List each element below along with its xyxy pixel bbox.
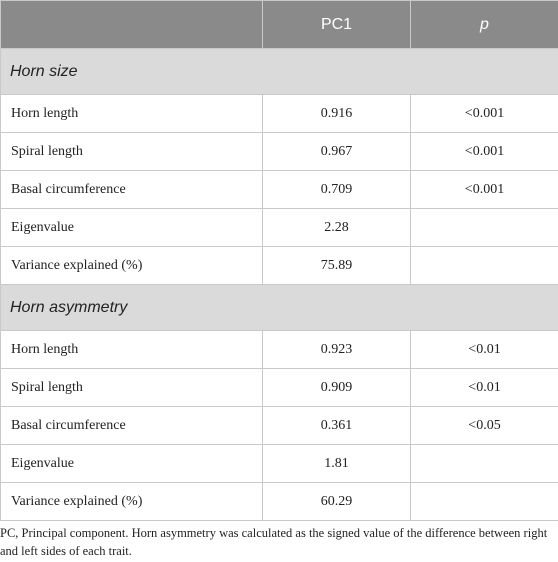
row-label: Eigenvalue (1, 209, 263, 247)
header-cell-p: p (411, 1, 558, 49)
p-value (411, 483, 558, 521)
section-title: Horn asymmetry (1, 285, 558, 331)
section-title: Horn size (1, 49, 558, 95)
pc1-value: 2.28 (263, 209, 411, 247)
section-header-horn-size (1, 49, 558, 95)
p-value: <0.01 (411, 331, 558, 369)
row-label: Horn length (1, 95, 263, 133)
pc1-value: 0.709 (263, 171, 411, 209)
p-value: <0.01 (411, 369, 558, 407)
p-value: <0.05 (411, 407, 558, 445)
p-value: <0.001 (411, 95, 558, 133)
section-header-horn-asymmetry (1, 285, 558, 331)
table-row (1, 171, 558, 209)
pc1-value: 60.29 (263, 483, 411, 521)
pc1-value: 0.923 (263, 331, 411, 369)
header-row (1, 1, 558, 49)
row-label: Spiral length (1, 369, 263, 407)
p-value (411, 247, 558, 285)
p-value (411, 445, 558, 483)
pc1-value: 0.909 (263, 369, 411, 407)
row-label: Variance explained (%) (1, 247, 263, 285)
table-row (1, 445, 558, 483)
row-label: Eigenvalue (1, 445, 263, 483)
pc1-value: 75.89 (263, 247, 411, 285)
table-row (1, 95, 558, 133)
row-label: Spiral length (1, 133, 263, 171)
table-row (1, 209, 558, 247)
table-row (1, 407, 558, 445)
row-label: Basal circumference (1, 407, 263, 445)
row-label: Variance explained (%) (1, 483, 263, 521)
pc1-value: 0.916 (263, 95, 411, 133)
table-row (1, 247, 558, 285)
row-label: Horn length (1, 331, 263, 369)
header-cell-empty (1, 1, 263, 49)
table-row (1, 331, 558, 369)
table-footnote: PC, Principal component. Horn asymmetry was calculated as the signed value of the difference between right and left sides of each trait. (0, 526, 548, 558)
table-row (1, 483, 558, 521)
header-cell-pc1: PC1 (263, 1, 411, 49)
row-label: Basal circumference (1, 171, 263, 209)
table-row (1, 133, 558, 171)
table-row (1, 369, 558, 407)
pc1-value: 0.361 (263, 407, 411, 445)
p-value (411, 209, 558, 247)
pc1-value: 1.81 (263, 445, 411, 483)
p-value: <0.001 (411, 133, 558, 171)
p-value: <0.001 (411, 171, 558, 209)
pc1-value: 0.967 (263, 133, 411, 171)
